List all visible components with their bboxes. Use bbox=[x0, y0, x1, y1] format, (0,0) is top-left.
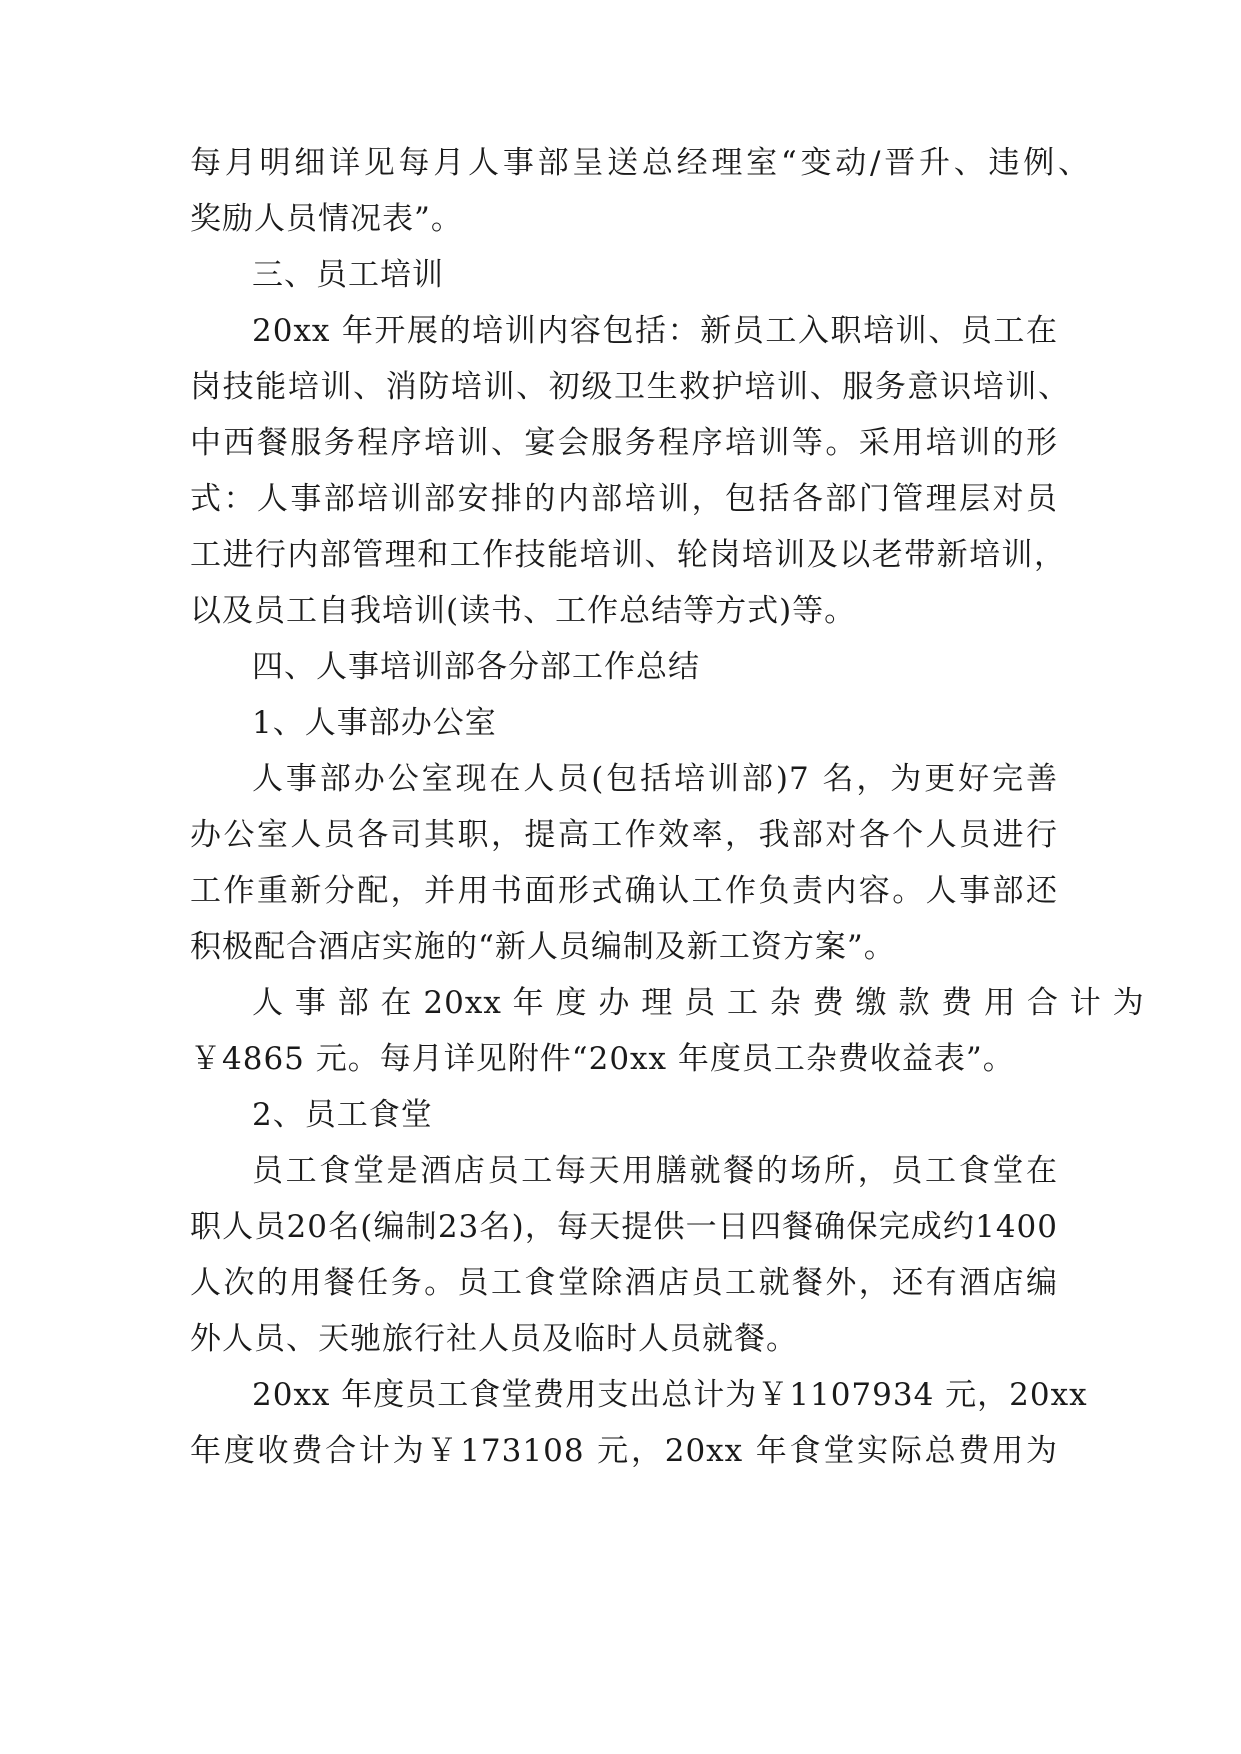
section-heading: 四、人事培训部各分部工作总结 bbox=[252, 649, 700, 685]
subsection-heading: 2、员工食堂 bbox=[252, 1097, 433, 1133]
text-line: 办公室人员各司其职，提高工作效率，我部对各个人员进行 bbox=[190, 817, 1058, 853]
text-line: 以及员工自我培训(读书、工作总结等方式)等。 bbox=[190, 593, 857, 629]
text-line: 外人员、天驰旅行社人员及临时人员就餐。 bbox=[190, 1321, 798, 1357]
text-line: 奖励人员情况表”。 bbox=[190, 201, 463, 237]
text-line: 20xx 年度员工食堂费用支出总计为￥1107934 元，20xx bbox=[252, 1377, 1088, 1413]
text-line: 20xx 年开展的培训内容包括：新员工入职培训、员工在 bbox=[252, 313, 1058, 349]
subsection-heading: 1、人事部办公室 bbox=[252, 705, 497, 741]
text-line: 年度收费合计为￥173108 元，20xx 年食堂实际总费用为 bbox=[190, 1433, 1058, 1469]
text-line: 工进行内部管理和工作技能培训、轮岗培训及以老带新培训， bbox=[190, 537, 1066, 573]
text-line: 积极配合酒店实施的“新人员编制及新工资方案”。 bbox=[190, 929, 896, 965]
text-line: 式：人事部培训部安排的内部培训，包括各部门管理层对员 bbox=[190, 481, 1058, 517]
text-line: 人次的用餐任务。员工食堂除酒店员工就餐外，还有酒店编 bbox=[190, 1265, 1058, 1301]
text-line: 岗技能培训、消防培训、初级卫生救护培训、服务意识培训、 bbox=[190, 369, 1070, 405]
section-heading: 三、员工培训 bbox=[252, 257, 444, 293]
text-line: 中西餐服务程序培训、宴会服务程序培训等。采用培训的形 bbox=[190, 425, 1058, 461]
text-line: 每月明细详见每月人事部呈送总经理室“变动/晋升、违例、 bbox=[190, 145, 1090, 181]
text-line: 职人员20名(编制23名)，每天提供一日四餐确保完成约1400 bbox=[190, 1209, 1058, 1245]
text-line: 员工食堂是酒店员工每天用膳就餐的场所，员工食堂在 bbox=[252, 1153, 1058, 1189]
text-line: 工作重新分配，并用书面形式确认工作负责内容。人事部还 bbox=[190, 873, 1058, 909]
text-line: ￥4865 元。每月详见附件“20xx 年度员工杂费收益表”。 bbox=[190, 1041, 1015, 1077]
text-line: 人事部办公室现在人员(包括培训部)7 名，为更好完善 bbox=[252, 761, 1058, 797]
text-line: 人 事 部 在 20xx 年 度 办 理 员 工 杂 费 缴 款 费 用 合 计 为 bbox=[252, 985, 1145, 1021]
